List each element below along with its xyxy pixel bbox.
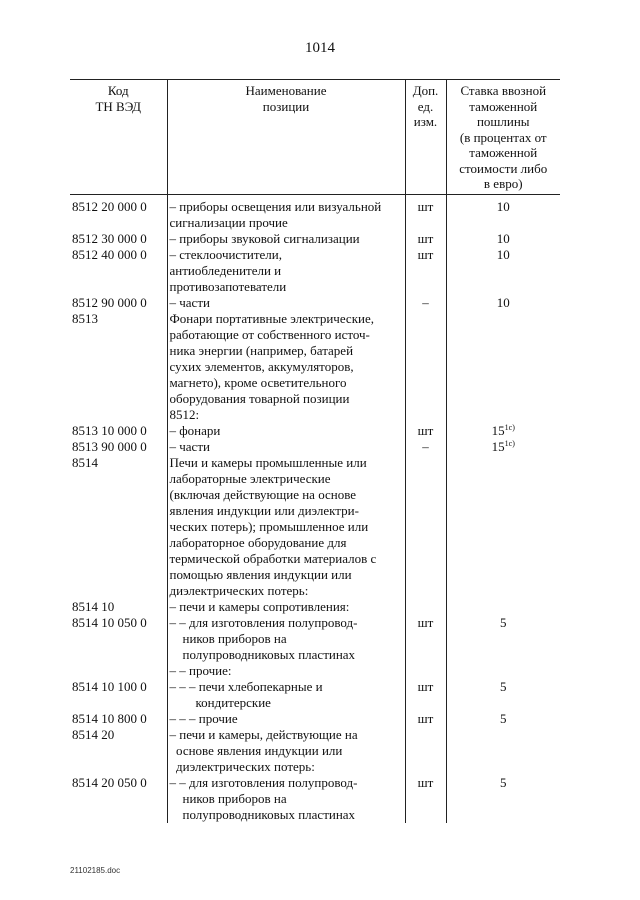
- header-unit: Доп. ед. изм.: [405, 80, 446, 195]
- duty-rate-value: 5: [500, 614, 507, 630]
- table-header-row: [70, 80, 560, 195]
- tn-ved-code: 8512 90 000 0: [72, 294, 147, 310]
- duty-rate: [446, 711, 560, 727]
- table-row: [70, 423, 560, 439]
- duty-rate: [446, 295, 560, 311]
- table-row: [70, 455, 560, 599]
- tn-ved-code: 8513: [72, 310, 98, 326]
- position-name: Фонари портативные электрические, работающие от собственного источ- ника энергии (например, батарей сухих элементов, аккумуляторов, магнето), кроме осветительного оборудования товарной позиции 8512:: [167, 311, 405, 423]
- position-name: – приборы звуковой сигнализации: [167, 231, 405, 247]
- table-row: [70, 663, 560, 679]
- position-name: – – – прочие: [167, 711, 405, 727]
- table-row: [70, 727, 560, 775]
- tn-ved-code: [70, 663, 167, 679]
- position-name: – фонари: [167, 423, 405, 439]
- table-row: [70, 231, 560, 247]
- supplementary-unit: [405, 311, 446, 423]
- duty-rate: [446, 663, 560, 679]
- supplementary-unit: шт: [405, 423, 446, 439]
- table-row: [70, 615, 560, 663]
- duty-rate: [446, 679, 560, 711]
- tn-ved-code: 8514 20 050 0: [72, 774, 147, 790]
- position-name: – приборы освещения или визуальной сигнализации прочие: [167, 194, 405, 231]
- tariff-table: [70, 79, 560, 823]
- duty-rate-value: 10: [496, 246, 510, 262]
- tn-ved-code: 8512 40 000 0: [72, 246, 147, 262]
- duty-rate-value: 5: [500, 678, 507, 694]
- duty-rate: [446, 423, 560, 439]
- duty-rate-value: 5: [500, 710, 507, 726]
- table-row: [70, 311, 560, 423]
- duty-rate-value: 15: [491, 438, 505, 454]
- table-body: [70, 194, 560, 823]
- table-row: [70, 775, 560, 823]
- tn-ved-code: 8514 20: [72, 726, 115, 742]
- position-name: – – для изготовления полупровод- ников приборов на полупроводниковых пластинах: [167, 775, 405, 823]
- duty-rate: [446, 775, 560, 823]
- supplementary-unit: [405, 727, 446, 775]
- footnote-marker: 1с): [504, 438, 515, 448]
- supplementary-unit: шт: [405, 679, 446, 711]
- tn-ved-code: 8512 30 000 0: [72, 230, 147, 246]
- duty-rate: [446, 311, 560, 423]
- table-row: [70, 711, 560, 727]
- duty-rate: [446, 615, 560, 663]
- duty-rate-value: 5: [500, 774, 507, 790]
- duty-rate: [446, 727, 560, 775]
- duty-rate-value: 10: [496, 294, 510, 310]
- file-name-footer: 21102185.doc: [70, 866, 121, 875]
- position-name: – – для изготовления полупровод- ников приборов на полупроводниковых пластинах: [167, 615, 405, 663]
- supplementary-unit: шт: [405, 615, 446, 663]
- table-row: [70, 194, 560, 231]
- supplementary-unit: [405, 663, 446, 679]
- position-name: – стеклоочистители, антиобледенители и противозапотеватели: [167, 247, 405, 295]
- duty-rate: [446, 455, 560, 599]
- duty-rate: [446, 194, 560, 231]
- duty-rate: [446, 439, 560, 455]
- duty-rate: [446, 231, 560, 247]
- tn-ved-code: 8513 10 000 0: [72, 422, 147, 438]
- supplementary-unit: –: [405, 439, 446, 455]
- position-name: – – – печи хлебопекарные и кондитерские: [167, 679, 405, 711]
- duty-rate-value: 10: [496, 230, 510, 246]
- duty-rate-value: 10: [496, 198, 510, 214]
- duty-rate-value: 15: [491, 422, 505, 438]
- tn-ved-code: 8514: [72, 454, 98, 470]
- tn-ved-code: 8513 90 000 0: [72, 438, 147, 454]
- table-row: [70, 295, 560, 311]
- header-code: Код ТН ВЭД: [70, 80, 167, 195]
- header-name: Наименование позиции: [167, 80, 405, 195]
- position-name: – части: [167, 295, 405, 311]
- position-name: – – прочие:: [167, 663, 405, 679]
- table-row: [70, 599, 560, 615]
- supplementary-unit: шт: [405, 194, 446, 231]
- supplementary-unit: шт: [405, 231, 446, 247]
- position-name: – печи и камеры, действующие на основе явления индукции или диэлектрических потерь:: [167, 727, 405, 775]
- supplementary-unit: [405, 455, 446, 599]
- supplementary-unit: [405, 599, 446, 615]
- page-number: 1014: [305, 40, 335, 56]
- footnote-marker: 1с): [504, 422, 515, 432]
- position-name: – части: [167, 439, 405, 455]
- duty-rate: [446, 599, 560, 615]
- supplementary-unit: шт: [405, 775, 446, 823]
- position-name: – печи и камеры сопротивления:: [167, 599, 405, 615]
- supplementary-unit: –: [405, 295, 446, 311]
- table-row: [70, 679, 560, 711]
- supplementary-unit: шт: [405, 711, 446, 727]
- tn-ved-code: 8514 10: [72, 598, 115, 614]
- tn-ved-code: 8514 10 800 0: [72, 710, 147, 726]
- supplementary-unit: шт: [405, 247, 446, 295]
- tn-ved-code: 8514 10 050 0: [72, 614, 147, 630]
- duty-rate: [446, 247, 560, 295]
- table-row: [70, 247, 560, 295]
- position-name: Печи и камеры промышленные или лабораторные электрические (включая действующие на основе явления индукции или диэлектри- ческих потерь); промышленное или лабораторное оборудование для термической обработки материалов с помощью явления индукции или диэлектрических потерь:: [167, 455, 405, 599]
- header-rate: Ставка ввозной таможенной пошлины (в процентах от таможенной стоимости либо в евро): [446, 80, 560, 195]
- table-row: [70, 439, 560, 455]
- tn-ved-code: 8514 10 100 0: [72, 678, 147, 694]
- tn-ved-code: 8512 20 000 0: [72, 198, 147, 214]
